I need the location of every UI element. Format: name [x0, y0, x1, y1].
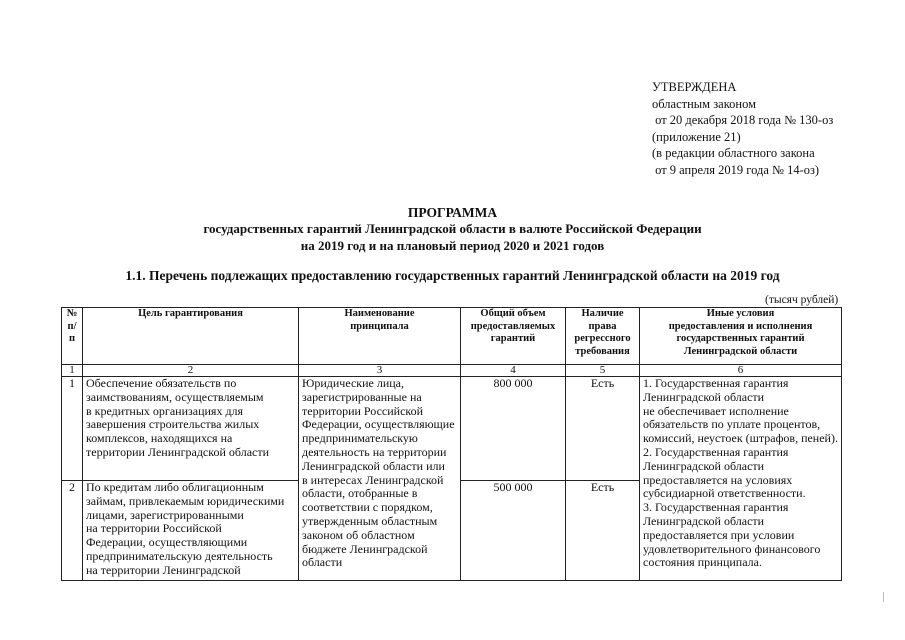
scan-mark [883, 592, 890, 602]
table-header-row [62, 308, 842, 365]
column-number: 2 [83, 365, 299, 377]
row-number: 1 [62, 377, 83, 481]
column-numbers-row [62, 365, 842, 377]
other-conditions-cell: 1. Государственная гарантия Ленинградской области не обеспечивает исполнение обязательств по уплате процентов, комиссий, неустоек (штрафов, пеней). 2. Государственная гарантия Ленинградской области предоставляется на условиях субсидиарной ответственности. 3. Государственная гарантия Ленинградской области предоставляется при условии удовлетворительного финансового состояния принципала. [640, 377, 842, 581]
column-number: 6 [640, 365, 842, 377]
header-goal: Цель гарантирования [83, 308, 299, 365]
row-goal: Обеспечение обязательств по заимствованиям, осуществляемым в кредитных организациях для завершения строительства жилых комплексов, находящихся на территории Ленинградской области [83, 377, 299, 481]
approval-stamp: УТВЕРЖДЕНА областным законом от 20 декабря 2018 года № 130-оз (приложение 21) (в редакции областного закона от 9 апреля 2019 года № 14-оз) [652, 80, 834, 177]
header-regress: Наличие права регрессного требования [566, 308, 640, 365]
document-title: ПРОГРАММА [407, 205, 498, 220]
row-amount: 500 000 [461, 481, 566, 581]
header-principal: Наименование принципала [299, 308, 461, 365]
row-regress: Есть [566, 481, 640, 581]
row-goal: По кредитам либо облигационным займам, привлекаемым юридическими лицами, зарегистрированными на территории Российской Федерации, осуществляющими предпринимательскую деятельность на территории Ленинградской [83, 481, 299, 581]
header-number: № п/п [62, 308, 83, 365]
row-amount: 800 000 [461, 377, 566, 481]
header-other-conditions: Иные условия предоставления и исполнения государственных гарантий Ленинградской области [640, 308, 842, 365]
principal-cell: Юридические лица, зарегистрированные на территории Российской Федерации, осуществляющие предпринимательскую деятельность на территории Ленинградской области или в интересах Ленинградской области, отобранные в соответствии с порядком, утвержденным областным законом об областном бюджете Ленинградской области [299, 377, 461, 581]
column-number: 3 [299, 365, 461, 377]
header-amount: Общий объем предоставляемых гарантий [461, 308, 566, 365]
document-subtitle-line1: государственных гарантий Ленинградской области в валюте Российской Федерации [203, 221, 702, 236]
section-title: 1.1. Перечень подлежащих предоставлению государственных гарантий Ленинградской области на 2019 год [125, 268, 780, 283]
column-number: 4 [461, 365, 566, 377]
column-number: 1 [62, 365, 83, 377]
guarantees-table [61, 307, 842, 581]
row-number: 2 [62, 481, 83, 581]
row-regress: Есть [566, 377, 640, 481]
document-subtitle-line2: на 2019 год и на плановый период 2020 и 2021 годов [300, 238, 605, 253]
column-number: 5 [566, 365, 640, 377]
table-row [62, 377, 842, 481]
units-label: (тысяч рублей) [765, 294, 839, 306]
